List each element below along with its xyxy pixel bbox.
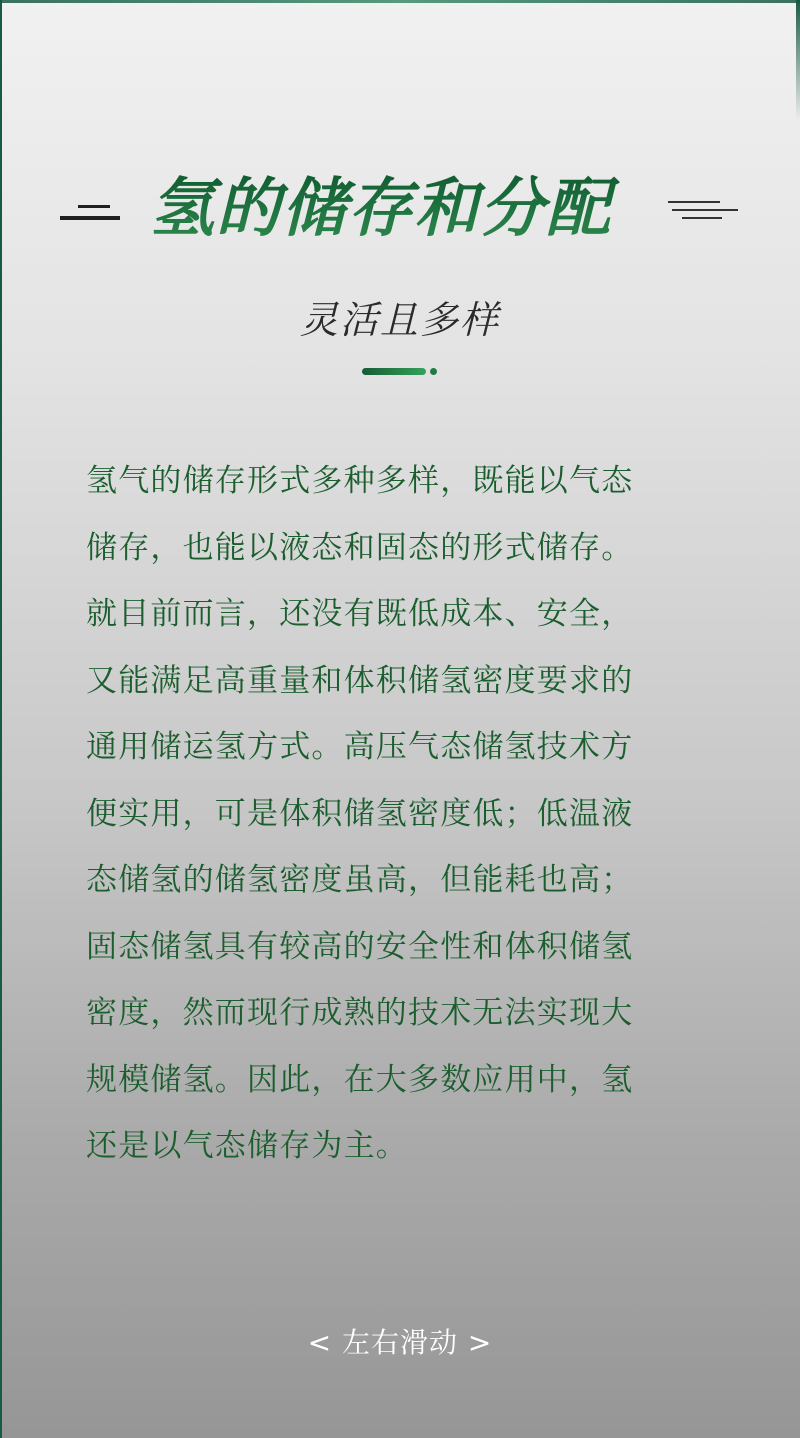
body-line: 便实用，可是体积储氢密度低；低温液 [86, 795, 634, 832]
body-line: 又能满足高重量和体积储氢密度要求的 [86, 662, 634, 699]
page-title: 氢的储存和分配 [150, 169, 650, 249]
body-line: 氢气的储存形式多种多样，既能以气态 [86, 463, 634, 499]
top-border [0, 0, 800, 3]
body-line: 还是以气态储存为主。 [86, 1128, 408, 1164]
body-line: 态储氢的储氢密度虽高，但能耗也高； [86, 862, 634, 898]
body-line: 通用储运氢方式。高压气态储氢技术方 [86, 729, 634, 765]
accent-dot [430, 368, 437, 375]
title-decoration-left-long [60, 216, 120, 220]
swipe-hint[interactable]: < 左右滑动 > [307, 1326, 493, 1359]
body-paragraph [86, 448, 716, 1180]
right-border-accent [796, 0, 800, 120]
body-line: 密度，然而现行成熟的技术无法实现大 [86, 995, 634, 1031]
body-line: 固态储氢具有较高的安全性和体积储氢 [86, 928, 634, 965]
body-line: 规模储氢。因此，在大多数应用中，氢 [86, 1061, 634, 1098]
page-subtitle: 灵活且多样 [299, 298, 500, 342]
title-row [0, 165, 800, 255]
accent-divider [362, 368, 426, 375]
title-decoration-right [668, 195, 738, 225]
body-line: 就目前而言，还没有既低成本、安全， [86, 596, 634, 632]
body-line: 储存，也能以液态和固态的形式储存。 [86, 529, 634, 566]
title-decoration-left-short [78, 205, 110, 208]
